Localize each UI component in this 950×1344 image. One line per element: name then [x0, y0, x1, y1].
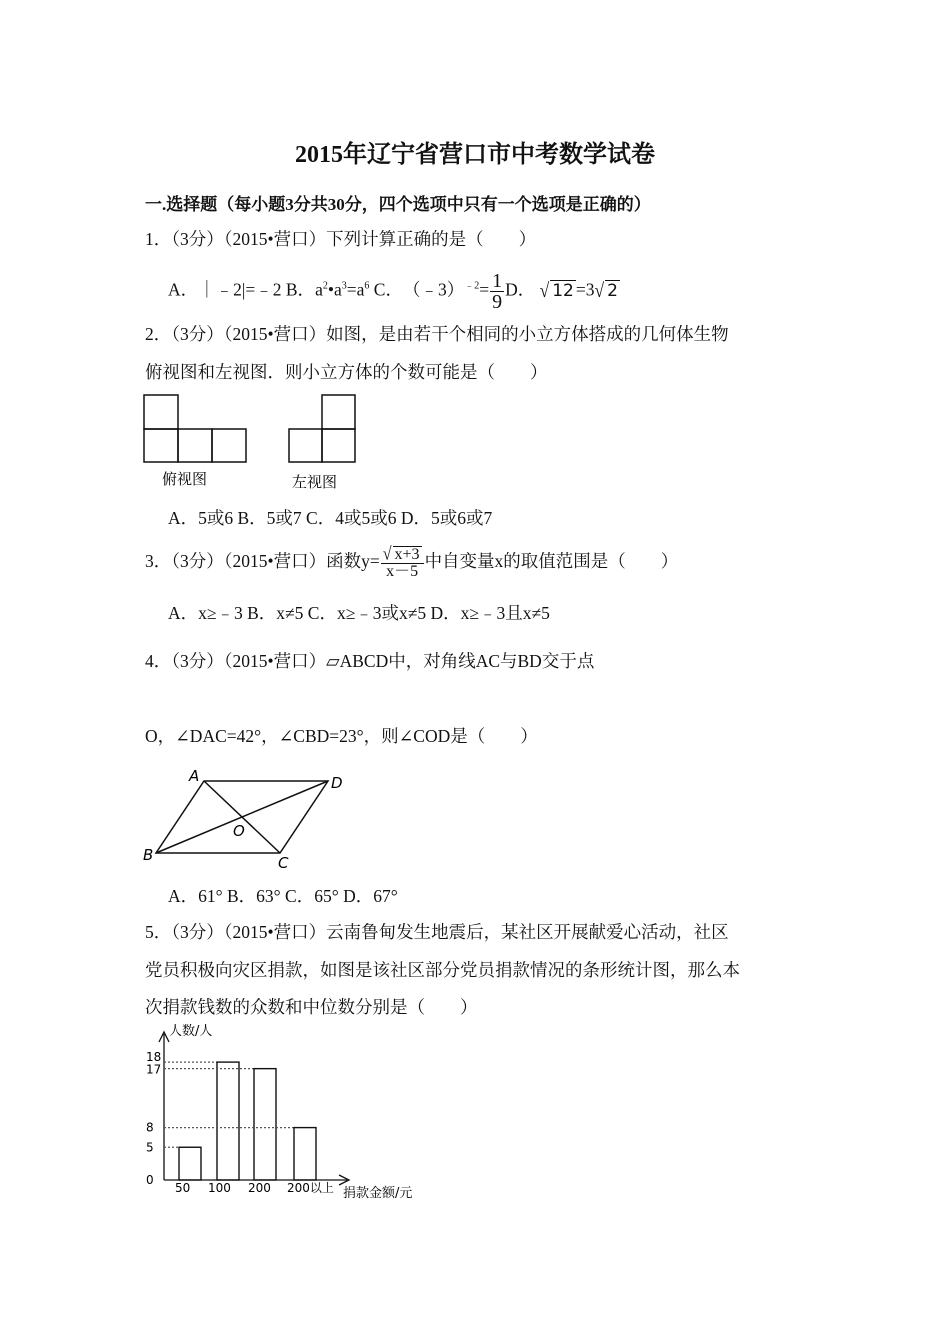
sqrt-sign: √: [594, 277, 605, 301]
q4-options: A．61° B．63° C．65° D．67°: [168, 886, 398, 906]
x-tick-label: 200: [248, 1181, 271, 1195]
y-tick-label: 18: [146, 1050, 162, 1065]
point-label-o: O: [233, 822, 245, 840]
q3-denominator: x－5: [386, 562, 419, 580]
y-tick-label: 0: [146, 1173, 154, 1187]
x-tick-label: 100: [208, 1181, 231, 1195]
left-view-label: 左视图: [292, 473, 338, 491]
y-tick-label: 8: [146, 1120, 154, 1135]
y-axis-label: 人数/人: [169, 1024, 213, 1039]
q3-options: A．x≥﹣3 B．x≠5 C．x≥﹣3或x≠5 D．x≥﹣3且x≠5: [168, 603, 550, 623]
q1-d-rad1: 12: [552, 280, 574, 301]
q1-c-den: 9: [492, 291, 503, 313]
top-view-label: 俯视图: [162, 470, 208, 488]
x-tick-label: 200以上: [287, 1181, 334, 1195]
q1-b-base: a: [315, 279, 323, 300]
q1-c-exp: ﹣2: [464, 280, 480, 292]
q3-num-text: x+3: [394, 545, 420, 563]
q3-post: 中自变量x的取值范围是（ ）: [424, 551, 679, 571]
q1-b-eq: =a: [346, 279, 365, 300]
q1-b-mid: •a: [327, 279, 342, 300]
q2-views-figure: [140, 390, 370, 495]
q1-c-eq: =: [479, 279, 490, 300]
q1-b-exp2: 3: [341, 280, 347, 292]
q1-c-fraction: [490, 271, 504, 312]
left-view-square: [322, 429, 355, 462]
bar: [179, 1147, 201, 1180]
vertex-label-a: A: [189, 767, 200, 785]
vertex-label-d: D: [331, 774, 343, 792]
q1-b-exp1: 2: [322, 280, 328, 292]
q2-line1: 2．（3分）（2015•营口）如图，是由若干个相同的小立方体搭成的几何体生物: [145, 324, 729, 344]
q1-d-rad2: 2: [607, 280, 618, 301]
bar: [254, 1069, 276, 1180]
left-view-square: [322, 395, 355, 429]
q4-line2: O，∠DAC=42°，∠CBD=23°，则∠COD是（ ）: [145, 726, 538, 746]
q3-numerator: [381, 546, 424, 564]
bar: [217, 1062, 239, 1180]
q3-pre: 3．（3分）（2015•营口）函数y=: [145, 551, 380, 571]
q1-b-exp3: 6: [364, 280, 370, 292]
y-tick-label: 17: [146, 1062, 162, 1077]
q5-line3: 次捐款钱数的众数和中位数分别是（ ）: [145, 997, 478, 1017]
top-view-square: [144, 429, 178, 462]
q4-line1: 4．（3分）（2015•营口）▱ABCD中，对角线AC与BD交于点: [145, 651, 595, 671]
q2-line2: 俯视图和左视图．则小立方体的个数可能是（ ）: [145, 362, 548, 382]
vertex-label-c: C: [278, 854, 289, 872]
q1-option-a: A．｜﹣2|=﹣2 B．: [168, 279, 316, 300]
vertex-label-b: B: [143, 846, 154, 864]
left-view-square: [289, 429, 322, 462]
section-heading: 一.选择题（每小题3分共30分，四个选项中只有一个选项是正确的）: [145, 195, 651, 214]
top-view-square: [212, 429, 246, 462]
q4-parallelogram-figure: [140, 764, 355, 874]
q3-fraction: [381, 546, 424, 580]
page-title: 2015年辽宁省营口市中考数学试卷: [295, 142, 655, 168]
q3-stem: [145, 539, 678, 583]
q1-d-eq: =3: [575, 279, 595, 300]
top-view-square: [178, 429, 212, 462]
sqrt-sign: √: [539, 277, 550, 301]
q1-option-c: C． （﹣3）: [369, 279, 465, 300]
q5-line2: 党员积极向灾区捐款，如图是该社区部分党员捐款情况的条形统计图，那么本: [145, 960, 740, 980]
bar: [294, 1128, 316, 1180]
sqrt-sign: √: [382, 544, 392, 565]
top-view-square: [144, 395, 178, 429]
diagonal-bd: [156, 781, 328, 853]
q5-line1: 5．（3分）（2015•营口）云南鲁甸发生地震后，某社区开展献爱心活动，社区: [145, 922, 729, 942]
q5-bar-chart: [135, 1020, 435, 1205]
x-axis-label: 捐款金额/元: [343, 1186, 413, 1201]
x-tick-label: 50: [175, 1181, 191, 1195]
y-tick-label: 5: [146, 1140, 154, 1155]
q1-options: [168, 271, 620, 312]
q1-c-num: 1: [492, 270, 503, 292]
q2-options: A．5或6 B．5或7 C．4或5或6 D．5或6或7: [168, 508, 493, 528]
q1-option-d: D．: [505, 279, 536, 300]
q1-stem: 1．（3分）（2015•营口）下列计算正确的是（ ）: [145, 229, 537, 249]
